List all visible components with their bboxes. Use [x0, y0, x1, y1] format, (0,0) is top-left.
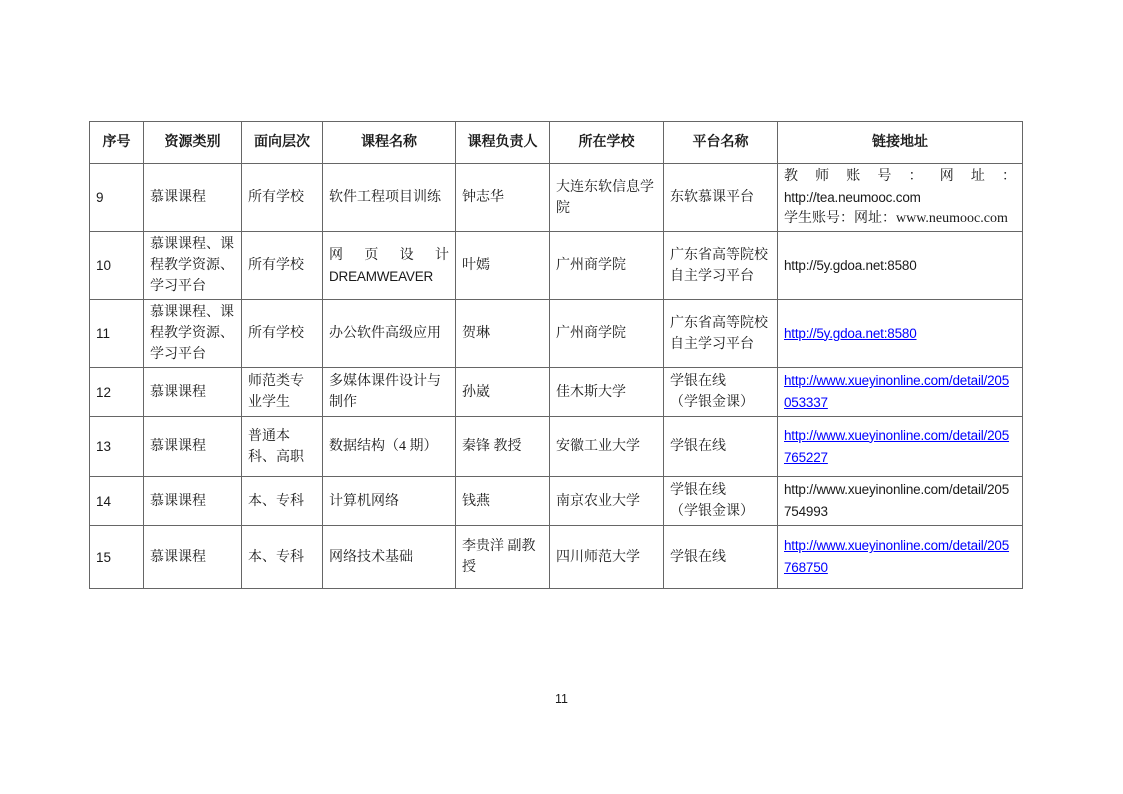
course-cell: 网络技术基础: [323, 526, 456, 589]
table-row-12: [90, 368, 1023, 417]
table-row-14: [90, 477, 1023, 526]
platform-cell: 广东省高等院校自主学习平台: [664, 232, 778, 300]
course-cell: 软件工程项目训练: [323, 164, 456, 232]
link-cell: [778, 526, 1023, 589]
leader-cell: 钱燕: [456, 477, 550, 526]
leader-cell: 孙崴: [456, 368, 550, 417]
level-cell: 本、专科: [242, 526, 323, 589]
header-course: 课程名称: [323, 122, 456, 164]
school-cell: 大连东软信息学院: [550, 164, 664, 232]
page-number: 11: [555, 692, 568, 706]
school-cell: 佳木斯大学: [550, 368, 664, 417]
platform-name-line2: （学银金课）: [670, 504, 754, 519]
course-cell: 数据结构（4 期）: [323, 417, 456, 477]
platform-name-line2: （学银金课）: [670, 395, 754, 410]
level-cell: 所有学校: [242, 232, 323, 300]
course-resource-table: [89, 121, 1023, 589]
link-cell: [778, 368, 1023, 417]
header-platform: 平台名称: [664, 122, 778, 164]
serial-cell: 15: [90, 526, 144, 589]
serial-cell: 14: [90, 477, 144, 526]
header-link: 链接地址: [778, 122, 1023, 164]
leader-cell: 李贵洋 副教授: [456, 526, 550, 589]
table-row-13: [90, 417, 1023, 477]
serial-cell: 11: [90, 300, 144, 368]
level-cell: 所有学校: [242, 300, 323, 368]
platform-cell: 学银在线: [664, 417, 778, 477]
plain-url-text: http://5y.gdoa.net:8580: [784, 257, 917, 273]
leader-cell: 贺琳: [456, 300, 550, 368]
student-account-line: 学生账号：网址：www.neumooc.com: [784, 211, 1008, 226]
course-cell: 办公软件高级应用: [323, 300, 456, 368]
category-cell: 慕课课程: [144, 164, 242, 232]
school-cell: 四川师范大学: [550, 526, 664, 589]
course-hyperlink[interactable]: http://5y.gdoa.net:8580: [784, 325, 917, 341]
platform-cell: 广东省高等院校自主学习平台: [664, 300, 778, 368]
platform-cell: 东软慕课平台: [664, 164, 778, 232]
school-cell: 安徽工业大学: [550, 417, 664, 477]
header-school: 所在学校: [550, 122, 664, 164]
link-cell: [778, 232, 1023, 300]
table-row-10: [90, 232, 1023, 300]
link-cell: [778, 477, 1023, 526]
level-cell: 普通本科、高职: [242, 417, 323, 477]
platform-cell: 学银在线: [664, 526, 778, 589]
account-label-line: 教 师 账 号 ： 网 址 ：: [784, 169, 1016, 184]
link-cell: [778, 300, 1023, 368]
header-leader: 课程负责人: [456, 122, 550, 164]
serial-cell: 9: [90, 164, 144, 232]
school-cell: 广州商学院: [550, 300, 664, 368]
plain-url-text: http://www.xueyinonline.com/detail/205754993: [784, 482, 1010, 519]
school-cell: 广州商学院: [550, 232, 664, 300]
header-no: 序号: [90, 122, 144, 164]
course-hyperlink[interactable]: http://www.xueyinonline.com/detail/205765227: [784, 427, 1010, 465]
platform-name-line1: 学银在线: [670, 374, 726, 389]
category-cell: 慕课课程、课程教学资源、学习平台: [144, 300, 242, 368]
course-name-line1: 网 页 设 计: [329, 247, 449, 263]
leader-cell: 钟志华: [456, 164, 550, 232]
table-row-9: [90, 164, 1023, 232]
category-cell: 慕课课程、课程教学资源、学习平台: [144, 232, 242, 300]
course-hyperlink[interactable]: http://www.xueyinonline.com/detail/205768750: [784, 538, 1010, 575]
leader-cell: 叶嫣: [456, 232, 550, 300]
course-name-line2: DREAMWEAVER: [329, 268, 434, 284]
table-row-11: [90, 300, 1023, 368]
link-cell: [778, 164, 1023, 232]
serial-cell: 13: [90, 417, 144, 477]
teacher-url-text: http://tea.neumooc.com: [784, 190, 921, 205]
platform-cell: [664, 368, 778, 417]
header-category: 资源类别: [144, 122, 242, 164]
course-cell: 多媒体课件设计与制作: [323, 368, 456, 417]
level-cell: 所有学校: [242, 164, 323, 232]
table-header-row: [90, 122, 1023, 164]
platform-name-line1: 学银在线: [670, 483, 726, 498]
level-cell: 本、专科: [242, 477, 323, 526]
header-level: 面向层次: [242, 122, 323, 164]
category-cell: 慕课课程: [144, 417, 242, 477]
school-cell: 南京农业大学: [550, 477, 664, 526]
link-cell: [778, 417, 1023, 477]
serial-cell: 10: [90, 232, 144, 300]
category-cell: 慕课课程: [144, 526, 242, 589]
level-cell: 师范类专业学生: [242, 368, 323, 417]
category-cell: 慕课课程: [144, 368, 242, 417]
category-cell: 慕课课程: [144, 477, 242, 526]
course-hyperlink[interactable]: http://www.xueyinonline.com/detail/205053337: [784, 373, 1010, 410]
platform-cell: [664, 477, 778, 526]
leader-cell: 秦锋 教授: [456, 417, 550, 477]
course-cell: 计算机网络: [323, 477, 456, 526]
serial-cell: 12: [90, 368, 144, 417]
course-cell: [323, 232, 456, 300]
table-row-15: [90, 526, 1023, 589]
